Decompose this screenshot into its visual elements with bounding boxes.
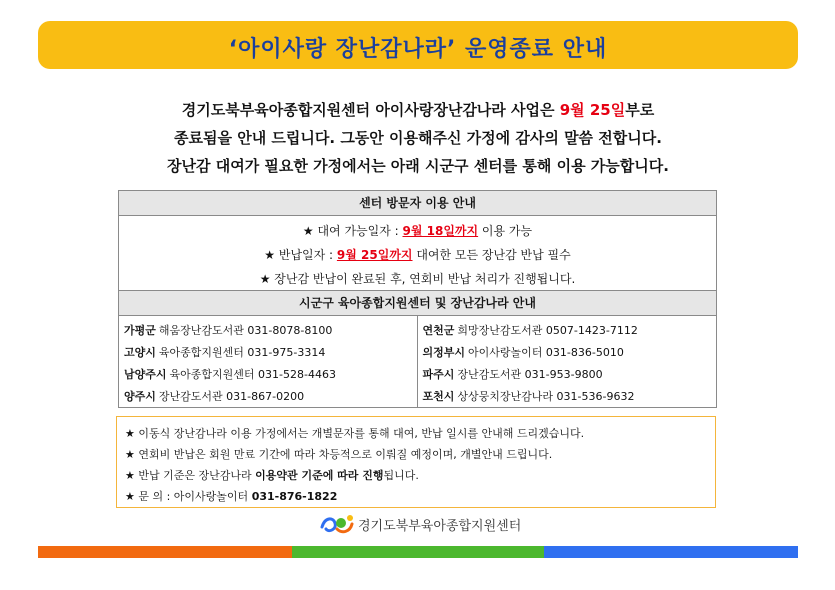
return-policy-note [125, 465, 715, 486]
rental-date-label: ★ 대여 가능일자 : [302, 224, 403, 238]
org-name: 경기도북부육아종합지원센터 [358, 518, 522, 534]
center-region: 고양시 [124, 346, 156, 359]
center-row [423, 364, 717, 386]
org-logo-icon [320, 513, 354, 535]
center-region: 가평군 [124, 324, 156, 337]
rental-date-note [119, 219, 716, 243]
mobile-service-note: ★ 이동식 장난감나라 이용 가정에서는 개별문자를 통해 대여, 반납 일시를 안내해 드리겠습니다. [125, 427, 585, 440]
center-row [423, 386, 717, 408]
contact-phone: 031-876-1822 [251, 490, 338, 503]
center-region: 의정부시 [422, 346, 466, 359]
intro-line-1-suffix: 부로 [625, 101, 655, 119]
center-detail: 육아종합지원센터 031-975-3314 [158, 346, 326, 359]
center-region: 양주시 [124, 390, 156, 403]
center-detail: 육아종합지원센터 031-528-4463 [169, 368, 336, 381]
return-date-note [119, 243, 716, 267]
center-row [124, 342, 417, 364]
center-detail: 아이사랑놀이터 031-836-5010 [468, 346, 624, 359]
rental-date-highlight: 9월 18일까지 [402, 224, 479, 238]
center-region: 포천시 [422, 390, 455, 403]
center-row [423, 320, 717, 342]
centers-section-header: 시군구 육아종합지원센터 및 장난감나라 안내 [119, 291, 716, 316]
end-date-highlight: 9월 25일 [559, 101, 626, 119]
center-row [124, 320, 417, 342]
contact-label: ★ 문 의 : 아이사랑놀이터 [125, 490, 252, 503]
center-detail: 해움장난감도서관 031-8078-8100 [158, 324, 333, 337]
return-date-suffix: 대여한 모든 장난감 반납 필수 [412, 248, 571, 262]
center-detail: 희망장난감도서관 0507-1423-7112 [457, 324, 638, 337]
visitor-section-header: 센터 방문자 이용 안내 [119, 191, 716, 216]
center-detail: 상상뭉치장난감나라 031-536-9632 [457, 390, 635, 403]
additional-info-box [116, 416, 716, 508]
return-policy-text: ★ 반납 기준은 장난감나라 [125, 469, 256, 482]
visitor-notes [119, 216, 716, 291]
fee-refund-note: ★ 연회비 반납은 회원 만료 기간에 따라 차등적으로 이뤄질 예정이며, 개별안내 드립니다. [125, 448, 553, 461]
page-title: ‘아이사랑 장난감나라’ 운영종료 안내 [228, 37, 608, 62]
return-date-highlight: 9월 25일까지 [336, 248, 413, 262]
return-date-label: ★ 반납일자 : [264, 248, 337, 262]
centers-left-column [119, 316, 418, 407]
intro-text [80, 96, 756, 180]
intro-line-1-text: 경기도북부육아종합지원센터 아이사랑장난감나라 사업은 [181, 101, 560, 119]
center-row [124, 364, 417, 386]
footer-bar-orange [38, 546, 292, 558]
footer-bar-green [292, 546, 544, 558]
center-row [124, 386, 417, 408]
footer-bar-blue [544, 546, 798, 558]
center-region: 연천군 [422, 324, 455, 337]
refund-note: ★ 장난감 반납이 완료된 후, 연회비 반납 처리가 진행됩니다. [259, 272, 576, 286]
rental-date-suffix: 이용 가능 [478, 224, 533, 238]
intro-line-2: 종료됨을 안내 드립니다. 그동안 이용해주신 가정에 감사의 말씀 전합니다. [174, 129, 662, 147]
contact-note [125, 486, 715, 507]
center-row [423, 342, 717, 364]
footer-logo [320, 513, 521, 535]
centers-grid [119, 316, 716, 407]
center-region: 파주시 [422, 368, 455, 381]
return-policy-suffix: 됩니다. [383, 469, 419, 482]
intro-line-1 [80, 96, 756, 124]
center-info-table [118, 190, 717, 408]
title-banner [38, 21, 798, 69]
return-policy-bold: 이용약관 기준에 따라 진행 [255, 469, 384, 482]
center-detail: 장난감도서관 031-867-0200 [158, 390, 305, 403]
center-region: 남양주시 [124, 368, 167, 381]
intro-line-3: 장난감 대여가 필요한 가정에서는 아래 시군구 센터를 통해 이용 가능합니다. [167, 157, 669, 175]
center-detail: 장난감도서관 031-953-9800 [457, 368, 603, 381]
centers-right-column [418, 316, 717, 407]
